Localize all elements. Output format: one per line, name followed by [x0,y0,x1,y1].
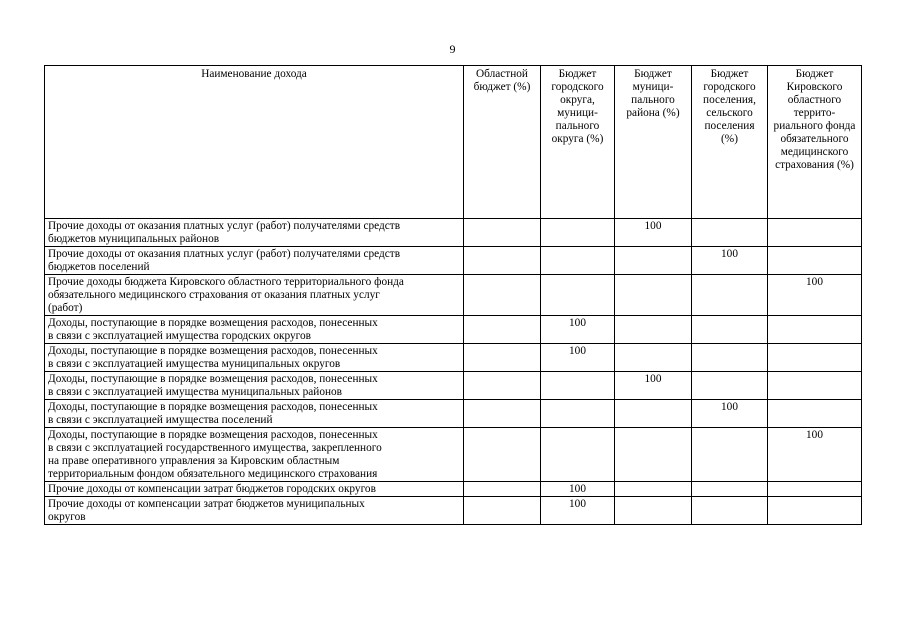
percentage-cell: 100 [615,372,692,400]
header-settlement-budget: Бюджет городского поселения, сельского поселения (%) [692,66,768,219]
income-name-cell [45,247,464,275]
percentage-cell [541,247,615,275]
table-header-row [45,66,862,219]
percentage-cell [692,428,768,482]
header-income-name: Наименование дохода [45,66,464,219]
table-row [45,247,862,275]
percentage-cell [541,219,615,247]
percentage-cell [615,497,692,525]
header-medical-insurance-fund-budget: Бюджет Кировского областного террито-риального фонда обязательного медицинского страхования (%) [768,66,862,219]
percentage-cell [464,344,541,372]
percentage-cell [464,247,541,275]
income-name-line: Прочие доходы бюджета Кировского областного территориального фонда [48,276,404,288]
income-name-cell [45,316,464,344]
income-name-line: Доходы, поступающие в порядке возмещения расходов, понесенных [48,345,378,357]
income-name-cell [45,344,464,372]
income-name-line: в связи с эксплуатацией имущества поселений [48,414,273,426]
income-name-cell [45,372,464,400]
percentage-cell [464,316,541,344]
income-name-line: Доходы, поступающие в порядке возмещения расходов, понесенных [48,373,378,385]
header-regional-budget: Областной бюджет (%) [464,66,541,219]
table-row [45,344,862,372]
page-number: 9 [449,42,456,56]
percentage-cell: 100 [692,400,768,428]
percentage-cell [768,372,862,400]
percentage-cell [615,316,692,344]
percentage-cell [768,497,862,525]
percentage-cell [768,482,862,497]
income-name-line: Прочие доходы от компенсации затрат бюджетов муниципальных [48,498,365,510]
table-row [45,372,862,400]
percentage-cell [541,372,615,400]
table-body [45,219,862,525]
income-name-line: бюджетов муниципальных районов [48,233,220,245]
income-name-line: в связи с эксплуатацией имущества муниципальных округов [48,358,341,370]
income-name-line: Доходы, поступающие в порядке возмещения расходов, понесенных [48,401,378,413]
income-name-line: обязательного медицинского страхования от оказания платных услуг [48,289,380,301]
percentage-cell [615,344,692,372]
income-name-line: в связи с эксплуатацией государственного имущества, закрепленного [48,442,382,454]
income-name-cell [45,400,464,428]
income-name-cell [45,482,464,497]
income-name-cell [45,219,464,247]
header-city-district-budget: Бюджет городского округа, муници-пального округа (%) [541,66,615,219]
income-name-line: Прочие доходы от компенсации затрат бюджетов городских округов [48,483,376,495]
percentage-cell [692,344,768,372]
percentage-cell [692,482,768,497]
table-row [45,497,862,525]
percentage-cell [464,275,541,316]
table-row [45,219,862,247]
income-name-line: Доходы, поступающие в порядке возмещения расходов, понесенных [48,429,378,441]
percentage-cell: 100 [541,316,615,344]
income-name-line: Прочие доходы от оказания платных услуг (работ) получателями средств [48,220,401,232]
income-name-line: округов [48,511,86,523]
table-row [45,400,862,428]
percentage-cell [692,275,768,316]
table-row [45,482,862,497]
income-name-line: в связи с эксплуатацией имущества муниципальных районов [48,386,342,398]
percentage-cell [464,497,541,525]
percentage-cell: 100 [541,482,615,497]
percentage-cell [615,247,692,275]
percentage-cell: 100 [768,428,862,482]
income-name-line: Доходы, поступающие в порядке возмещения расходов, понесенных [48,317,378,329]
percentage-cell [692,219,768,247]
percentage-cell [464,428,541,482]
income-name-line: бюджетов поселений [48,261,150,273]
percentage-cell [541,275,615,316]
income-name-cell [45,275,464,316]
income-name-line: в связи с эксплуатацией имущества городских округов [48,330,311,342]
income-name-cell [45,497,464,525]
percentage-cell: 100 [692,247,768,275]
income-name-line: территориальным фондом обязательного медицинского страхования [48,468,378,480]
percentage-cell: 100 [615,219,692,247]
table-row [45,316,862,344]
header-municipal-district-budget: Бюджет муници-пального района (%) [615,66,692,219]
percentage-cell: 100 [541,344,615,372]
percentage-cell [615,400,692,428]
percentage-cell [615,275,692,316]
percentage-cell [541,400,615,428]
percentage-cell [768,400,862,428]
percentage-cell [692,497,768,525]
percentage-cell [768,344,862,372]
percentage-cell: 100 [768,275,862,316]
revenue-distribution-table [44,65,862,525]
percentage-cell [692,372,768,400]
income-name-cell [45,428,464,482]
percentage-cell [464,219,541,247]
percentage-cell [541,428,615,482]
income-name-line: на праве оперативного управления за Кировским областным [48,455,340,467]
table-row [45,428,862,482]
income-name-line: (работ) [48,302,83,314]
percentage-cell: 100 [541,497,615,525]
percentage-cell [464,482,541,497]
percentage-cell [768,219,862,247]
percentage-cell [464,372,541,400]
income-name-line: Прочие доходы от оказания платных услуг (работ) получателями средств [48,248,401,260]
percentage-cell [692,316,768,344]
percentage-cell [464,400,541,428]
percentage-cell [615,428,692,482]
percentage-cell [768,247,862,275]
percentage-cell [615,482,692,497]
percentage-cell [768,316,862,344]
table-row [45,275,862,316]
